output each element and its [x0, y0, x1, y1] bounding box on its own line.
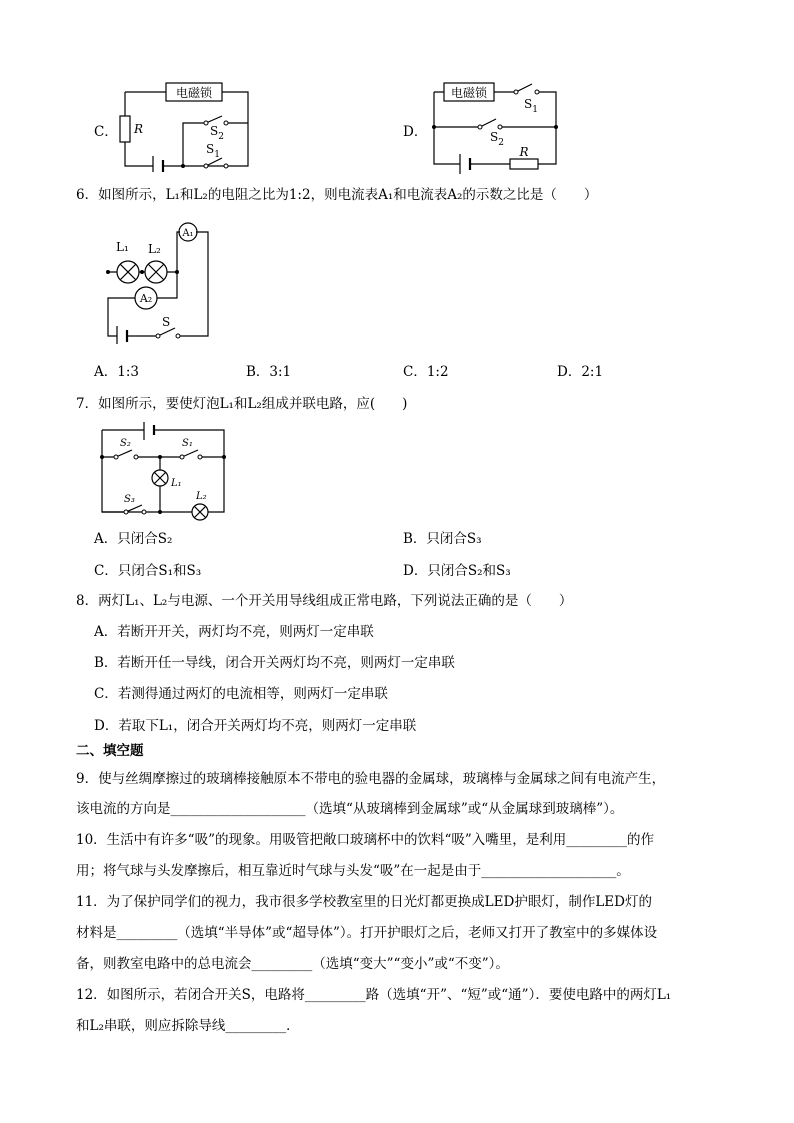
question-11-line2: 材料是_________（选填“半导体”或“超导体”）。打开护眼灯之后，老师又打开了教室中的多媒体设: [76, 925, 658, 941]
switch-label: $S_1$: [206, 142, 220, 160]
lock-label: 电磁锁: [175, 86, 213, 100]
circuit-diagram-d: [420, 78, 570, 174]
q8-option-b[interactable]: B．若断开任一导线，闭合开关两灯均不亮，则两灯一定串联: [94, 655, 455, 671]
q8-option-c[interactable]: C．若测得通过两灯的电流相等，则两灯一定串联: [94, 686, 388, 702]
q7-option-c[interactable]: C．只闭合S₁和S₃: [94, 563, 202, 579]
resistor-label: R: [519, 145, 529, 159]
switch-label-s3: S₃: [124, 494, 135, 505]
q6-option-b[interactable]: B．3:1: [246, 364, 292, 380]
q6-option-d[interactable]: D．2:1: [557, 364, 604, 380]
switch-label: $S_2$: [490, 130, 504, 148]
q7-option-d[interactable]: D．只闭合S₂和S₃: [403, 563, 511, 579]
switch-label: $S_1$: [524, 97, 538, 115]
question-9-line1: 9．使与丝绸摩擦过的玻璃棒接触原本不带电的验电器的金属球，玻璃棒与金属球之间有电流产生，: [76, 771, 666, 787]
q6-option-c[interactable]: C．1:2: [403, 364, 449, 380]
question-6-text: 6．如图所示，L₁和L₂的电阻之比为1:2，则电流表A₁和电流表A₂的示数之比是（ ）: [76, 187, 598, 203]
option-d-label: D．: [403, 124, 428, 140]
ammeter-label-a2: A₂: [139, 292, 153, 305]
lamp-label-l2: L₂: [148, 242, 161, 256]
question-12-line2: 和L₂串联，则应拆除导线_________．: [76, 1018, 300, 1034]
circuit-diagram-q7: [96, 422, 230, 522]
lamp-label-l1: L₁: [116, 240, 129, 254]
q6-option-a[interactable]: A．1:3: [94, 364, 139, 380]
circuit-diagram-q6: [98, 222, 223, 344]
question-12-line1: 12．如图所示，若闭合开关S，电路将_________路（选填“开”、“短”或“通”）．要使电路中的两灯L₁: [76, 987, 672, 1003]
q7-option-a[interactable]: A．只闭合S₂: [94, 531, 173, 547]
switch-label-s2: S₂: [120, 438, 131, 449]
ammeter-label-a1: A₁: [182, 228, 194, 239]
question-9-line2: 该电流的方向是____________________（选填“从玻璃棒到金属球”或“从金属球到玻璃棒”）。: [76, 801, 624, 817]
switch-label: $S_2$: [210, 124, 224, 142]
resistor-label: R: [134, 122, 144, 136]
lock-label: 电磁锁: [450, 86, 488, 100]
lamp-label-l1: L₁: [171, 478, 182, 489]
option-c-label: C．: [94, 124, 118, 140]
switch-label-s1: S₁: [182, 438, 193, 449]
q8-option-a[interactable]: A．若断开开关，两灯均不亮，则两灯一定串联: [94, 624, 374, 640]
question-10-line1: 10．生活中有许多“吸”的现象。用吸管把敞口玻璃杯中的饮料“吸”入嘴里，是利用_________的作: [76, 832, 655, 848]
question-8-text: 8．两灯L₁、L₂与电源、一个开关用导线组成正常电路，下列说法正确的是（ ）: [76, 593, 573, 609]
switch-label: S: [162, 315, 171, 329]
question-11-line3: 备，则教室电路中的总电流会_________（选填“变大”“变小”或“不变”）。: [76, 956, 509, 972]
section-heading: 二、填空题: [76, 743, 144, 759]
q8-option-d[interactable]: D．若取下L₁，闭合开关两灯均不亮，则两灯一定串联: [94, 718, 417, 734]
question-7-text: 7．如图所示，要使灯泡L₁和L₂组成并联电路，应( ): [76, 396, 408, 412]
q7-option-b[interactable]: B．只闭合S₃: [403, 531, 482, 547]
question-11-line1: 11．为了保护同学们的视力，我市很多学校教室里的日光灯都更换成LED护眼灯，制作LED灯的: [76, 894, 652, 910]
question-10-line2: 用；将气球与头发摩擦后，相互靠近时气球与头发“吸”在一起是由于____________________。: [76, 863, 630, 879]
lamp-label-l2: L₂: [196, 491, 207, 502]
circuit-diagram-c: [110, 80, 260, 172]
